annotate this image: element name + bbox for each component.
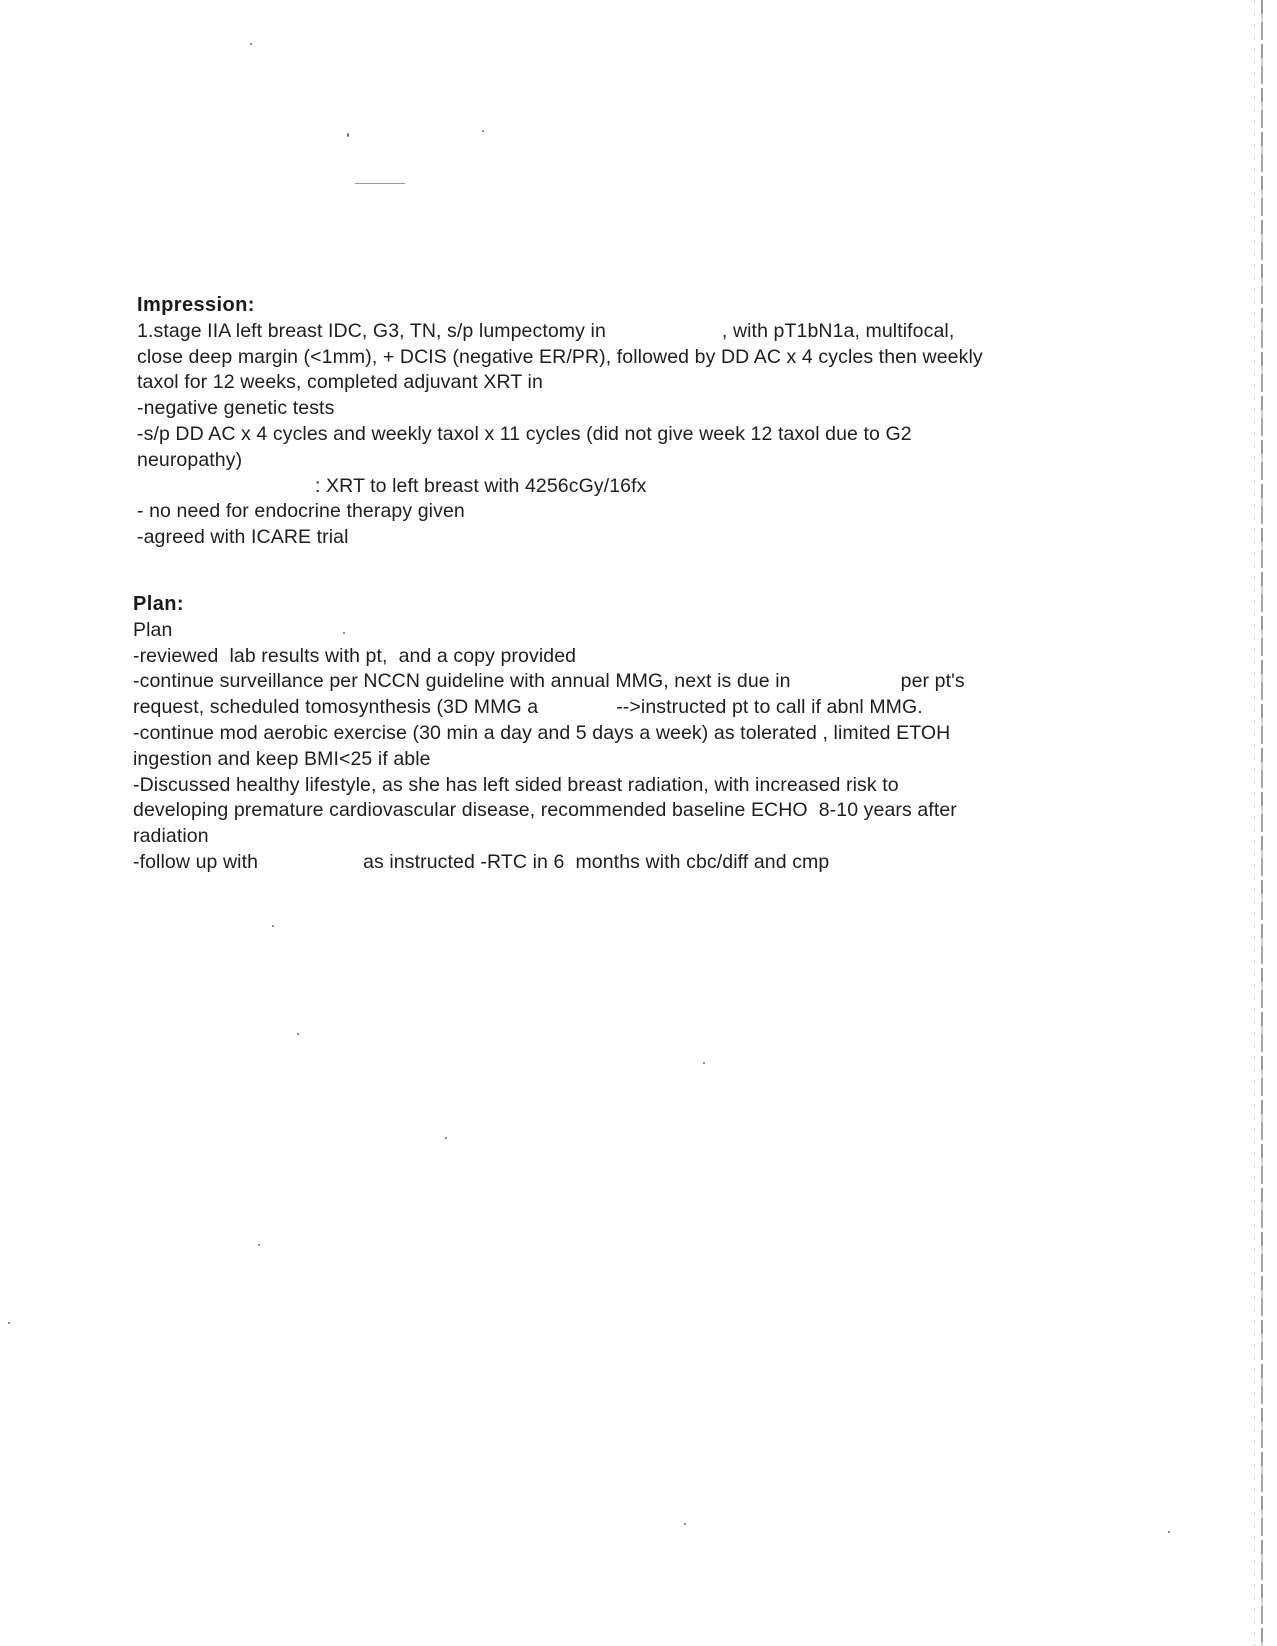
plan-line: -Discussed healthy lifestyle, as she has left sided breast radiation, with increased risk to <box>133 773 899 796</box>
plan-line: -reviewed lab results with pt, and a copy provided <box>133 644 577 667</box>
scan-edge-mark-secondary <box>1254 0 1255 1646</box>
impression-line: -negative genetic tests <box>137 397 335 420</box>
plan-line-text: as instructed -RTC in 6 months with cbc/diff and cmp <box>363 850 830 873</box>
impression-line: taxol for 12 weeks, completed adjuvant XRT in <box>137 371 543 394</box>
plan-line <box>133 695 965 721</box>
impression-heading: Impression: <box>137 294 255 316</box>
scan-speckle <box>258 1244 260 1246</box>
plan-line-text: -follow up with <box>133 850 259 873</box>
plan-line-text: per pt's <box>900 670 965 693</box>
impression-section <box>137 293 983 551</box>
plan-line-text: -->instructed pt to call if abnl MMG. <box>616 696 923 719</box>
impression-line: -agreed with ICARE trial <box>137 526 349 549</box>
plan-line-text: request, scheduled tomosynthesis (3D MMG a <box>133 696 539 719</box>
impression-line: -s/p DD AC x 4 cycles and weekly taxol x 11 cycles (did not give week 12 taxol due to G2 <box>137 422 912 445</box>
plan-heading: Plan: <box>133 593 184 615</box>
plan-line-text: -continue surveillance per NCCN guideline with annual MMG, next is due in <box>133 670 791 693</box>
scan-speckle <box>347 133 349 137</box>
scan-dash-mark <box>355 183 405 184</box>
impression-line: neuropathy) <box>137 448 243 471</box>
impression-line-text: , with pT1bN1a, multifocal, <box>721 319 955 342</box>
impression-line: close deep margin (<1mm), + DCIS (negative ER/PR), followed by DD AC x 4 cycles then weekly <box>137 345 983 368</box>
plan-line: ingestion and keep BMI<25 if able <box>133 747 431 770</box>
scan-edge-mark <box>1261 0 1263 1646</box>
plan-line: Plan <box>133 618 173 641</box>
impression-line: : XRT to left breast with 4256cGy/16fx <box>315 474 647 497</box>
plan-line <box>133 669 965 695</box>
plan-line: developing premature cardiovascular disease, recommended baseline ECHO 8-10 years after <box>133 799 957 822</box>
scan-speckle <box>8 1322 10 1324</box>
plan-line <box>133 850 965 876</box>
scan-speckle <box>703 1062 705 1064</box>
scan-speckle <box>250 43 252 45</box>
impression-line-text: 1.stage IIA left breast IDC, G3, TN, s/p lumpectomy in <box>137 319 606 342</box>
plan-section <box>133 592 965 876</box>
scan-speckle <box>1168 1531 1170 1533</box>
scan-speckle <box>482 130 484 132</box>
scan-speckle <box>297 1033 299 1035</box>
impression-line: - no need for endocrine therapy given <box>137 500 465 523</box>
scan-speckle <box>272 925 274 927</box>
scan-speckle <box>445 1137 447 1139</box>
impression-line <box>137 319 983 345</box>
plan-line: -continue mod aerobic exercise (30 min a day and 5 days a week) as tolerated , limited ETOH <box>133 721 951 744</box>
plan-line: radiation <box>133 825 209 848</box>
scan-speckle <box>684 1523 686 1525</box>
